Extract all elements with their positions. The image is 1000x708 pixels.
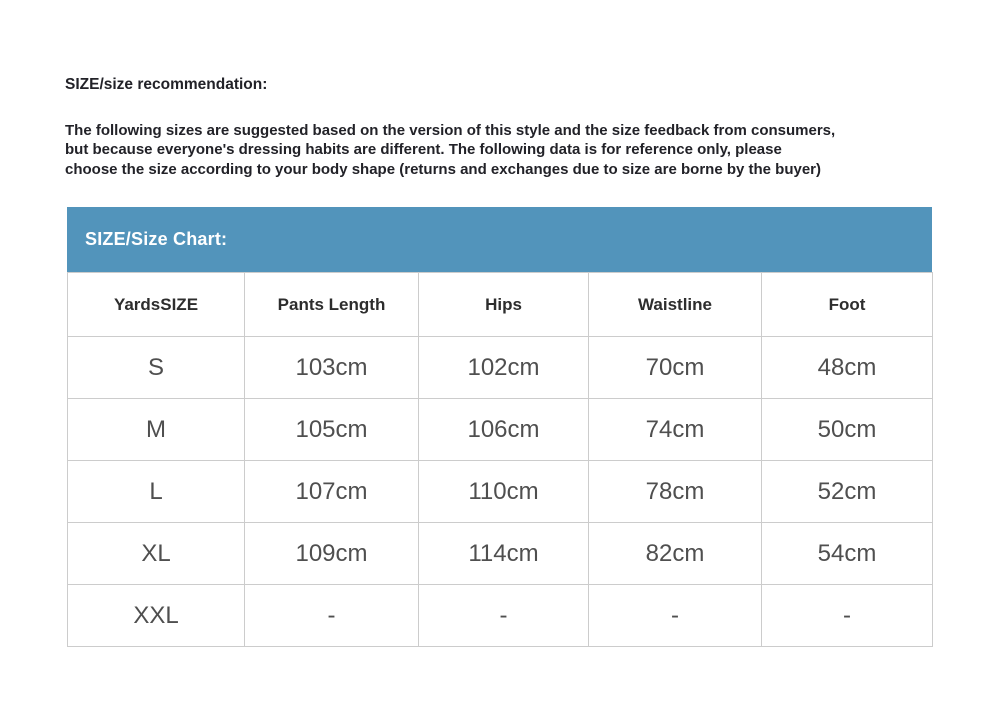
table-row-s [68, 337, 933, 399]
size-chart-table [67, 272, 933, 647]
size-recommendation-text [65, 121, 835, 179]
waistline-cell: 74cm [589, 399, 762, 461]
foot-cell: 50cm [762, 399, 933, 461]
table-row-l [68, 461, 933, 523]
foot-cell: 54cm [762, 523, 933, 585]
page-title: SIZE/size recommendation: [65, 76, 268, 93]
pants-length-cell: 109cm [245, 523, 419, 585]
pants-length-cell: - [245, 585, 419, 647]
column-header-pants-length: Pants Length [245, 273, 419, 337]
table-row-xxl [68, 585, 933, 647]
hips-cell: 106cm [419, 399, 589, 461]
column-header-hips: Hips [419, 273, 589, 337]
paragraph-line: choose the size according to your body shape (returns and exchanges due to size are borne by the buyer) [65, 160, 822, 178]
size-cell: L [68, 461, 245, 523]
size-cell: XL [68, 523, 245, 585]
paragraph-line: but because everyone's dressing habits are different. The following data is for reference only, please [65, 141, 782, 159]
paragraph-line: The following sizes are suggested based on the version of this style and the size feedback from consumers, [65, 122, 836, 139]
foot-cell: 48cm [762, 337, 933, 399]
waistline-cell: 70cm [589, 337, 762, 399]
size-cell: S [68, 337, 245, 399]
foot-cell: - [762, 585, 933, 647]
size-cell: XXL [68, 585, 245, 647]
waistline-cell: - [589, 585, 762, 647]
size-cell: M [68, 399, 245, 461]
column-header-size: YardsSIZE [68, 273, 245, 337]
hips-cell: 114cm [419, 523, 589, 585]
column-header-foot: Foot [762, 273, 933, 337]
hips-cell: 110cm [419, 461, 589, 523]
pants-length-cell: 103cm [245, 337, 419, 399]
size-chart-title: SIZE/Size Chart: [85, 229, 228, 249]
hips-cell: 102cm [419, 337, 589, 399]
table-row-m [68, 399, 933, 461]
column-header-waistline: Waistline [589, 273, 762, 337]
size-chart-banner [67, 207, 932, 272]
waistline-cell: 78cm [589, 461, 762, 523]
table-row-xl [68, 523, 933, 585]
waistline-cell: 82cm [589, 523, 762, 585]
table-header-row [68, 273, 933, 337]
pants-length-cell: 105cm [245, 399, 419, 461]
hips-cell: - [419, 585, 589, 647]
pants-length-cell: 107cm [245, 461, 419, 523]
foot-cell: 52cm [762, 461, 933, 523]
